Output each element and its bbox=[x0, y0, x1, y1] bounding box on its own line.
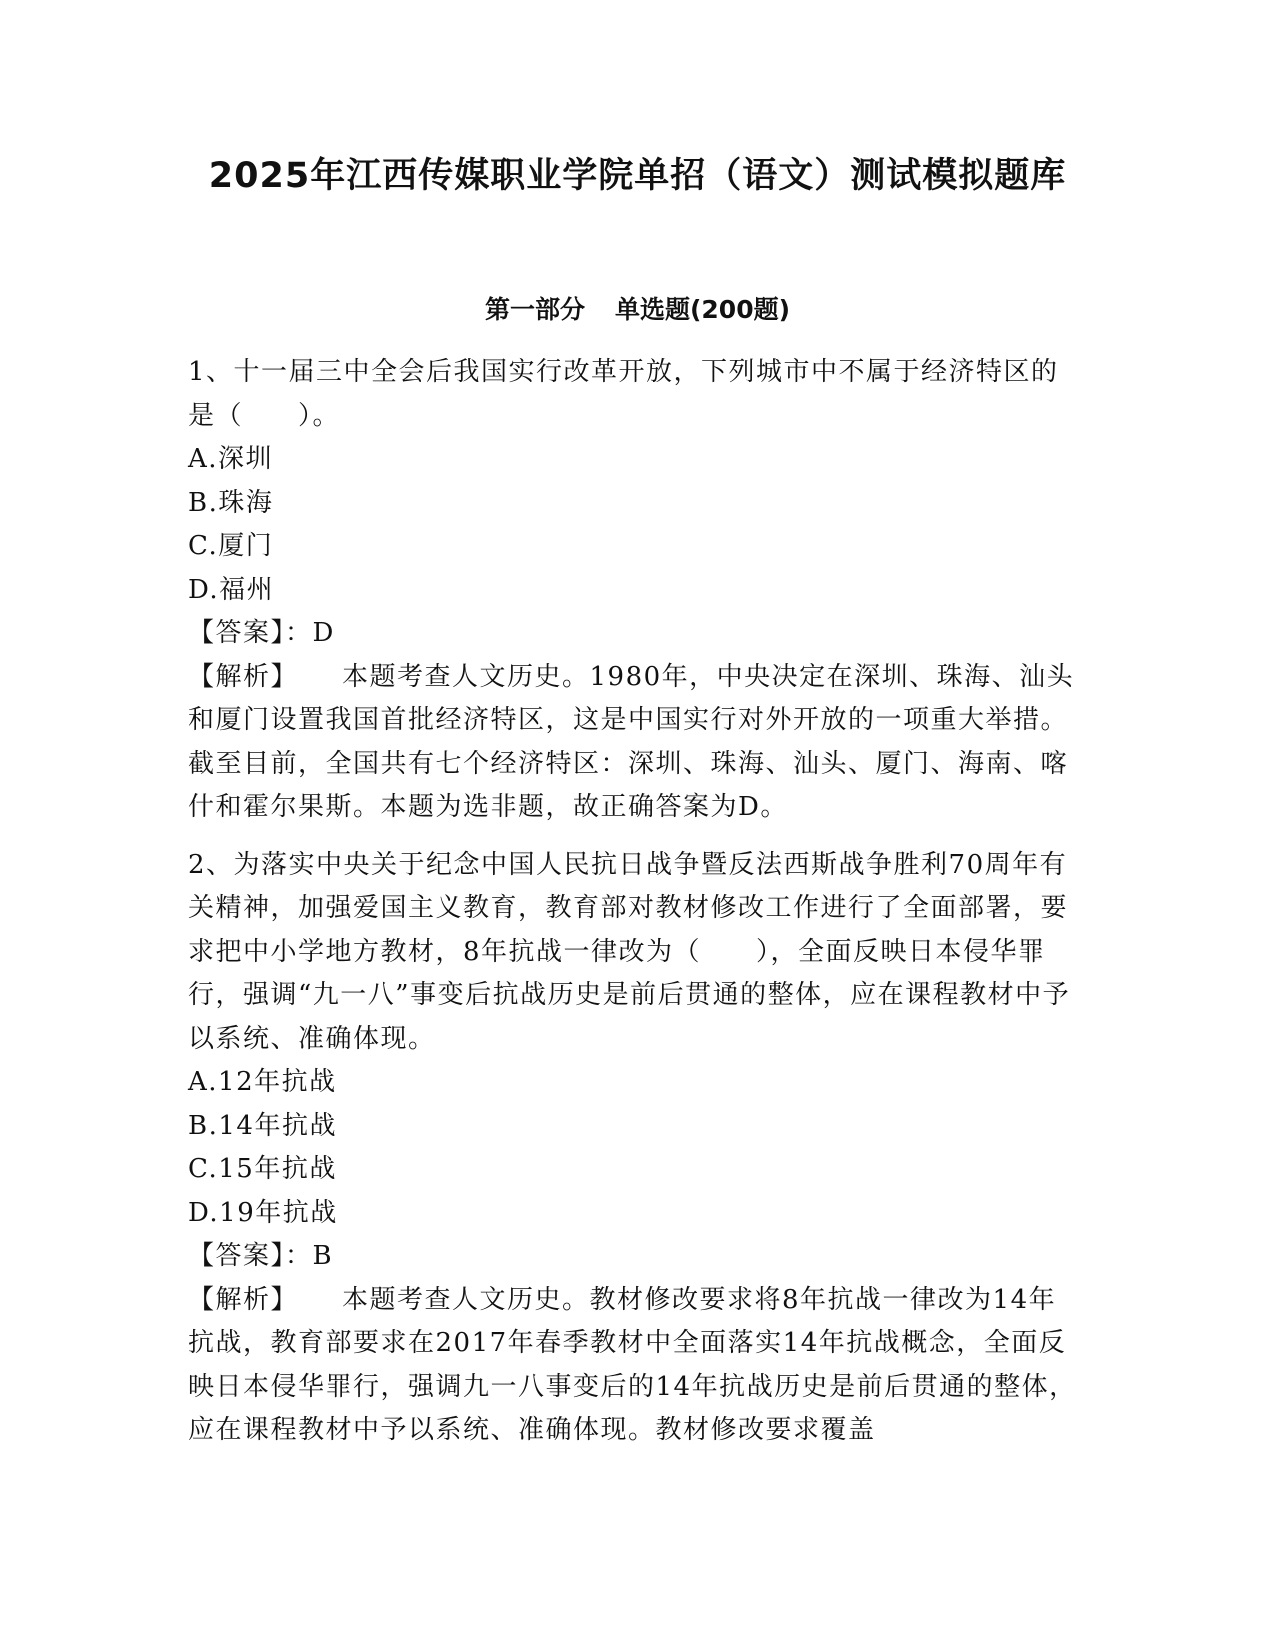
answer-label: 【答案】： bbox=[188, 1241, 313, 1271]
question-list bbox=[188, 351, 1078, 1453]
option-d: D.19年抗战 bbox=[188, 1197, 338, 1228]
analysis-label: 【解析】 bbox=[188, 661, 299, 692]
option-c: C.15年抗战 bbox=[188, 1154, 337, 1184]
answer-value: B bbox=[312, 1241, 334, 1271]
document-title: 2025年江西传媒职业学院单招（语文）测试模拟题库 bbox=[208, 156, 1067, 196]
analysis-label: 【解析】 bbox=[188, 1284, 299, 1315]
section-type-label: 单选题(200题) bbox=[614, 295, 791, 324]
analysis-paragraph bbox=[188, 656, 1078, 830]
question-stem: 2、为落实中央关于纪念中国人民抗日战争暨反法西斯战争胜利70周年有关精神，加强爱国主义教育，教育部对教材修改工作进行了全面部署，要求把中小学地方教材，8年抗战一律改为（ ），全面反映日本侵华罪行，强调“九一八”事变后抗战历史是前后贯通的整体，应在课程教材中予以系统、准确体现。 bbox=[188, 849, 1071, 1054]
option-a: A.12年抗战 bbox=[188, 1067, 337, 1097]
answer-value: D bbox=[312, 618, 335, 648]
analysis-text: 本题考查人文历史。教材修改要求将8年抗战一律改为14年抗战，教育部要求在2017年春季教材中全面落实14年抗战概念，全面反映日本侵华罪行，强调九一八事变后的14年抗战历史是前后贯通的整体，应在课程教材中予以系统、准确体现。教材修改要求覆盖 bbox=[188, 1284, 1077, 1445]
option-b: B.14年抗战 bbox=[188, 1110, 337, 1141]
answer-line bbox=[188, 1235, 1078, 1279]
analysis-text: 本题考查人文历史。1980年，中央决定在深圳、珠海、汕头和厦门设置我国首批经济特区，这是中国实行对外开放的一项重大举措。截至目前，全国共有七个经济特区：深圳、珠海、汕头、厦门、海南、喀什和霍尔果斯。本题为选非题，故正确答案为D。 bbox=[188, 661, 1075, 822]
analysis-paragraph bbox=[188, 1279, 1078, 1453]
question-1 bbox=[188, 351, 1078, 830]
option-d: D.福州 bbox=[188, 574, 275, 605]
question-stem: 1、十一届三中全会后我国实行改革开放，下列城市中不属于经济特区的是（ ）。 bbox=[188, 357, 1059, 431]
section-part-label: 第一部分 bbox=[484, 295, 585, 324]
option-a: A.深圳 bbox=[188, 444, 274, 474]
answer-label: 【答案】： bbox=[188, 618, 313, 648]
option-c: C.厦门 bbox=[188, 531, 274, 561]
answer-line bbox=[188, 612, 1078, 656]
section-heading bbox=[0, 290, 1275, 326]
option-b: B.珠海 bbox=[188, 487, 274, 518]
question-2 bbox=[188, 844, 1078, 1453]
